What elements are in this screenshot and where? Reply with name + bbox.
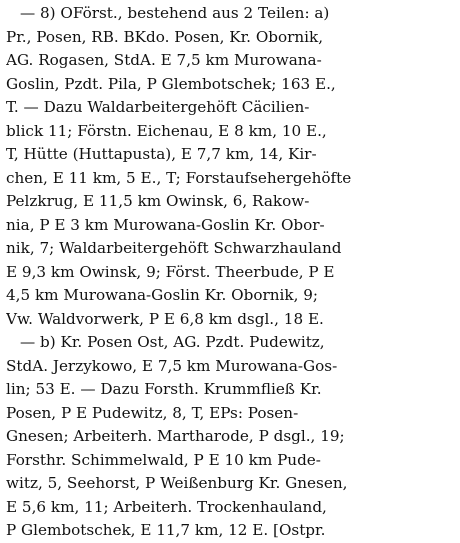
text-line-13: 4,5 km Murowana-Goslin Kr. Obornik, 9; [6, 286, 319, 304]
text-line-3: AG. Rogasen, StdA. E 7,5 km Murowana- [6, 51, 322, 69]
text-line-9: Pelzkrug, E 11,5 km Owinsk, 6, Rakow- [6, 192, 310, 210]
text-line-6: blick 11; Förstn. Eichenau, E 8 km, 10 E., [6, 121, 327, 140]
text-line-16: StdA. Jerzykowo, E 7,5 km Murowana-Gos- [6, 356, 338, 375]
text-line-1: — 8) OFörst., bestehend aus 2 Teilen: a) [20, 4, 330, 22]
text-line-18: Posen, P E Pudewitz, 8, T, EPs: Posen- [6, 403, 299, 422]
text-line-7: T, Hütte (Huttapusta), E 7,7 km, 14, Kir- [6, 145, 317, 163]
text-line-15: — b) Kr. Posen Ost, AG. Pzdt. Pudewitz, [20, 333, 325, 351]
document-text-block [6, 2, 456, 543]
text-line-8: chen, E 11 km, 5 E., T; Forstaufsehergehöfte [6, 168, 352, 187]
text-line-5: T. — Dazu Waldarbeitergehöft Cäcilien- [6, 98, 310, 116]
text-line-20: Forsthr. Schimmelwald, P E 10 km Pude- [6, 450, 321, 469]
text-line-14: Vw. Waldvorwerk, P E 6,8 km dsgl., 18 E. [6, 309, 324, 328]
text-line-11: nik, 7; Waldarbeitergehöft Schwarzhauland [6, 239, 342, 257]
text-line-23: P Glembotschek, E 11,7 km, 12 E. [Ostpr. [6, 521, 326, 539]
text-line-2: Pr., Posen, RB. BKdo. Posen, Kr. Obornik, [6, 27, 324, 46]
text-line-17: lin; 53 E. — Dazu Forsth. Krummfließ Kr. [6, 380, 322, 398]
text-line-22: E 5,6 km, 11; Arbeiterh. Trockenhauland, [6, 497, 327, 516]
text-line-10: nia, P E 3 km Murowana-Goslin Kr. Obor- [6, 215, 325, 234]
text-line-19: Gnesen; Arbeiterh. Martharode, P dsgl., 19; [6, 427, 345, 445]
text-line-21: witz, 5, Seehorst, P Weißenburg Kr. Gnesen, [6, 474, 348, 492]
text-line-12: E 9,3 km Owinsk, 9; Först. Theerbude, P E [6, 262, 335, 281]
text-line-4: Goslin, Pzdt. Pila, P Glembotschek; 163 E., [6, 74, 336, 93]
